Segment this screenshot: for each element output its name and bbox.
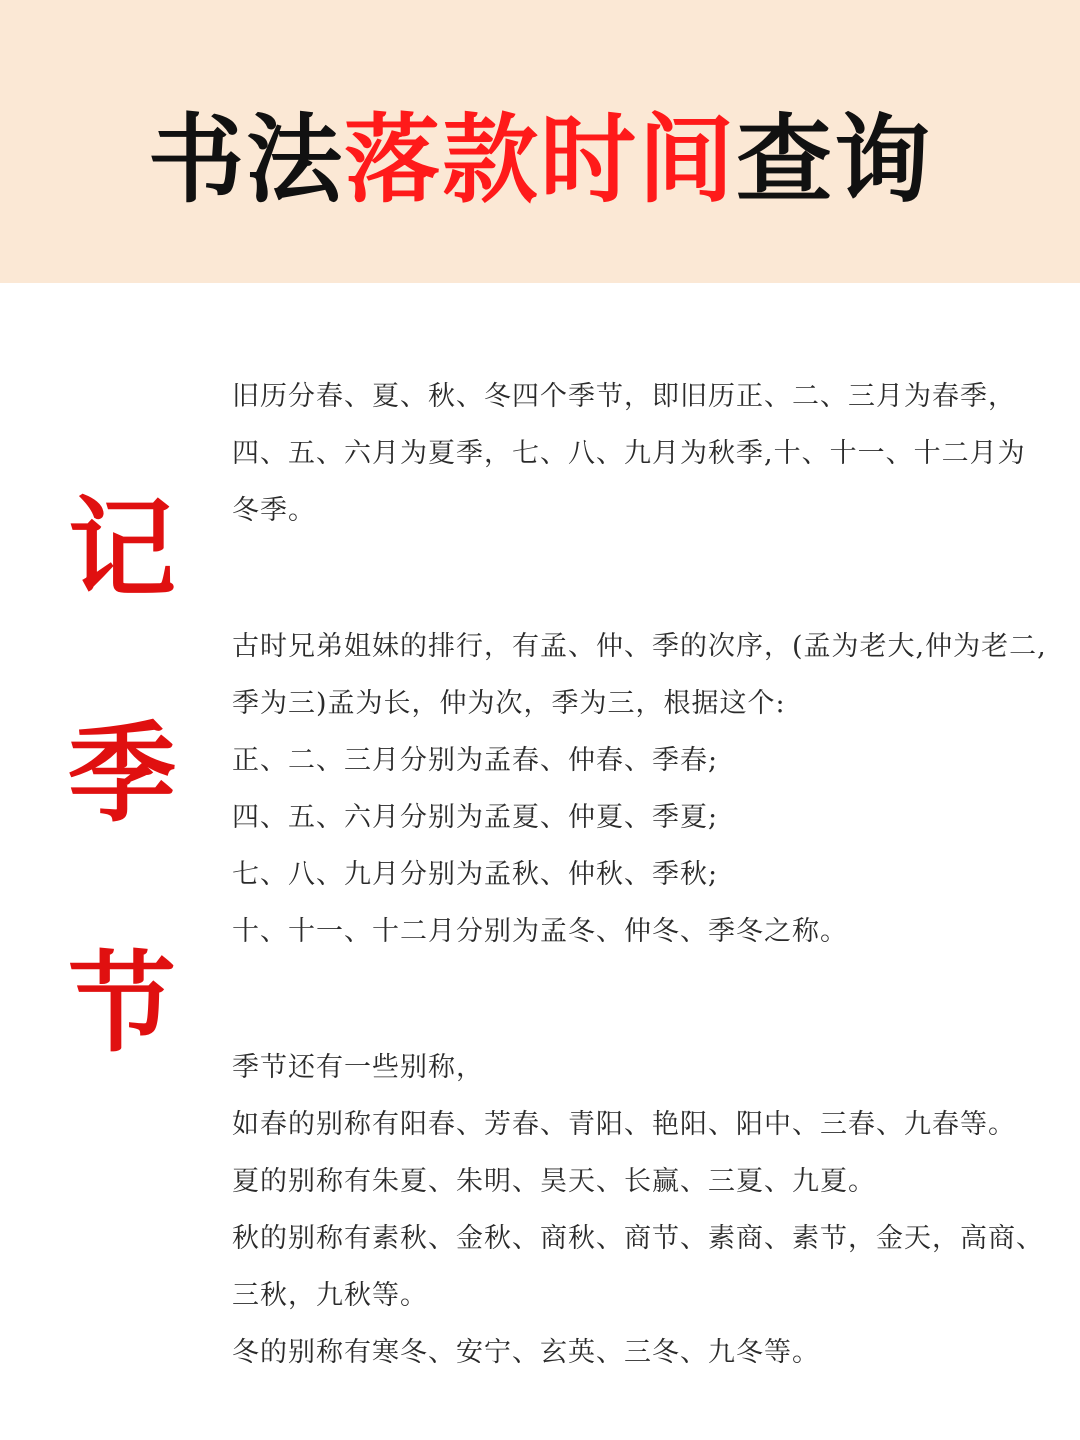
text-line: 四、五、六月分别为孟夏、仲夏、季夏;: [232, 802, 719, 833]
text-line: 季为三)孟为长，仲为次，季为三，根据这个:: [232, 688, 786, 719]
main-content: [232, 368, 1062, 1381]
title-part-1: 书法: [148, 104, 344, 216]
text-line: 七、八、九月分别为孟秋、仲秋、季秋;: [232, 859, 719, 890]
side-title-char-1: 记: [67, 487, 176, 612]
text-line: 十、十一、十二月分别为孟冬、仲冬、季冬之称。: [232, 916, 848, 947]
section-seasons-intro: [232, 368, 1062, 539]
header-banner: [0, 0, 1080, 283]
section-sibling-order: [232, 618, 1062, 960]
title-part-3: 查询: [736, 104, 932, 216]
text-line: 三秋，九秋等。: [232, 1280, 428, 1311]
side-title-char-3: 节: [67, 942, 176, 1067]
text-line: 秋的别称有素秋、金秋、商秋、商节、素商、素节，金天，高商、: [232, 1223, 1044, 1254]
text-line: 古时兄弟姐妹的排行，有孟、仲、季的次序，(孟为老大,仲为老二,: [232, 631, 1047, 662]
side-title-char-2: 季: [67, 712, 176, 837]
text-line: 季节还有一些别称，: [232, 1052, 484, 1083]
section-season-aliases: [232, 1039, 1062, 1381]
text-line: 冬的别称有寒冬、安宁、玄英、三冬、九冬等。: [232, 1337, 820, 1368]
title-part-2: 落款时间: [344, 104, 736, 216]
text-line: 旧历分春、夏、秋、冬四个季节，即旧历正、二、三月为春季，: [232, 381, 1016, 412]
page-title: [0, 105, 1080, 215]
text-line: 夏的别称有朱夏、朱明、昊天、长赢、三夏、九夏。: [232, 1166, 876, 1197]
text-line: 冬季。: [232, 495, 316, 526]
text-line: 如春的别称有阳春、芳春、青阳、艳阳、阳中、三春、九春等。: [232, 1109, 1016, 1140]
text-line: 四、五、六月为夏季，七、八、九月为秋季,十、十一、十二月为: [232, 438, 1026, 469]
text-line: 正、二、三月分别为孟春、仲春、季春;: [232, 745, 719, 776]
